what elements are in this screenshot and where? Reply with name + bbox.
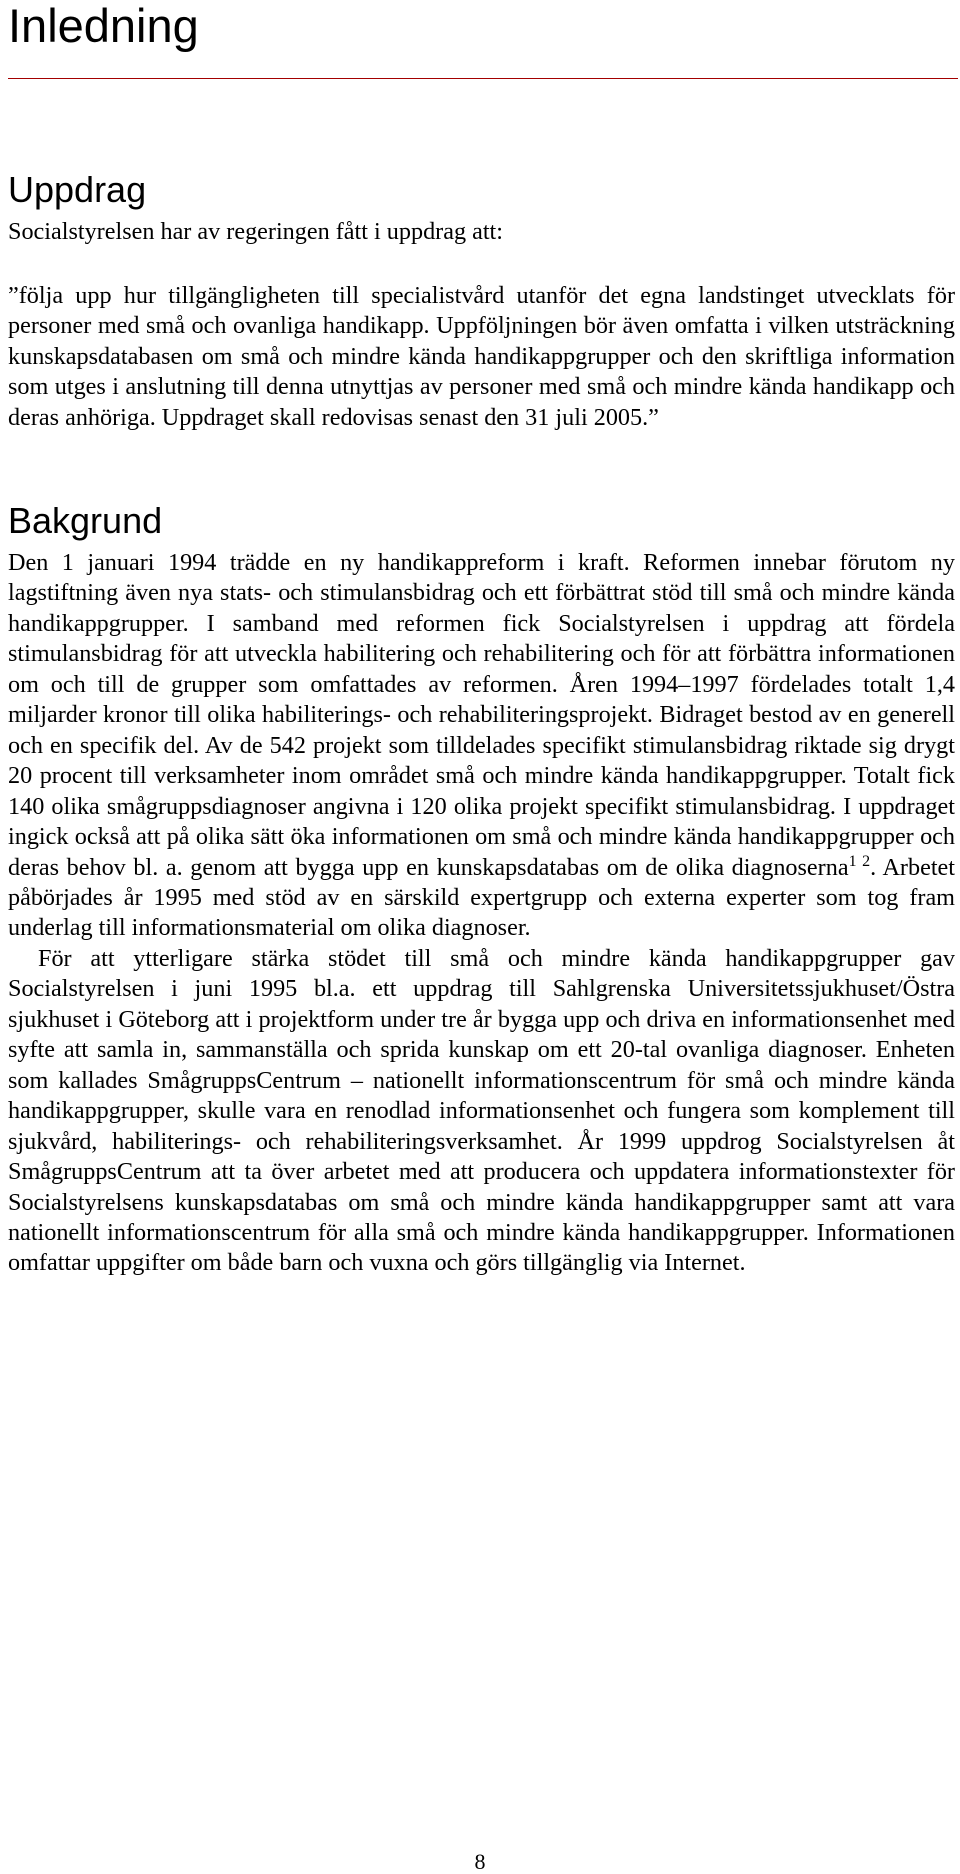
page-number: 8: [474, 1849, 486, 1874]
section-heading-uppdrag: Uppdrag: [8, 169, 147, 210]
uppdrag-intro-block: [8, 217, 955, 247]
uppdrag-quote: ”följa upp hur tillgängligheten till specialistvård utanför det egna landstinget utvecklats för personer med små och ovanliga handikapp. Uppföljningen bör även omfatta i vilken utsträckning kunskapsdatabasen om små och mindre kända handikappgrupper och den skriftliga information som utges i anslutning till denna utnyttjas av personer med små och mindre kända handikapp och deras anhöriga. Uppdraget skall redovisas senast den 31 juli 2005.”: [8, 282, 955, 431]
uppdrag-intro: Socialstyrelsen har av regeringen fått i uppdrag att:: [8, 218, 503, 245]
chapter-heading: Inledning: [8, 0, 199, 52]
bakgrund-paragraph-2: För att ytterligare stärka stödet till små och mindre kända handikappgrupper gav Socialstyrelsen i juni 1995 bl.a. ett uppdrag till Sahlgrenska Universitetssjukhuset/Östra sjukhuset i Göteborg att i projektform under tre år bygga upp och driva en informationsenhet med syfte att samla in, sammanställa och sprida kunskap om ett 20-tal ovanliga diagnoser. Enheten som kallades SmågruppsCentrum – nationellt informationscentrum för små och mindre kända handikappgrupper, skulle vara en renodlad informationsenhet och fungera som komplement till sjukvård, habiliterings- och rehabiliteringsverksamhet. År 1999 uppdrog Socialstyrelsen åt SmågruppsCentrum att ta över arbetet med att producera och uppdatera informationstexter för Socialstyrelsens kunskapsdatabas om små och mindre kända handikappgrupper samt att vara nationellt informationscentrum för alla små och mindre kända handikappgrupper. Informationen omfattar uppgifter om både barn och vuxna och görs tillgänglig via Internet.: [8, 944, 955, 1277]
bakgrund-paragraph-1-continued: . Arbetet påbörjades år 1995 med stöd av en särskild expertgrupp och externa experter som tog fram underlag till informationsmaterial om olika diagnoser.: [8, 853, 955, 942]
bakgrund-body: [8, 548, 955, 1279]
footnote-references: 1 2: [848, 852, 871, 870]
uppdrag-quote-block: [8, 281, 955, 433]
bakgrund-paragraph-1-text: Den 1 januari 1994 trädde en ny handikappreform i kraft. Reformen innebar förutom ny lagstiftning även nya stats- och stimulansbidrag och ett förbättrat stöd till små och mindre kända handikappgrupper. I samband med reformen fick Socialstyrelsen i uppdrag att fördela stimulansbidrag för att utveckla habilitering och rehabilitering och för att förbättra informationen om och till de grupper som omfattades av reformen. Åren 1994–1997 fördelades totalt 1,4 miljarder kronor till olika habiliterings- och rehabiliteringsprojekt. Bidraget bestod av en generell och en specifik del. Av de 542 projekt som tilldelades specifikt stimulansbidrag riktade sig drygt 20 procent till verksamheter inom området små och mindre kända handikappgrupper. Totalt fick 140 olika smågruppsdiagnoser angivna i 120 olika projekt specifikt stimulansbidrag. I uppdraget ingick också att på olika sätt öka informationen om små och mindre kända handikappgrupper och deras behov bl. a. genom att bygga upp en kunskapsdatabas om de olika diagnoserna: [8, 549, 955, 881]
bakgrund-paragraph-1: [8, 548, 955, 944]
heading-rule: [8, 78, 958, 79]
section-heading-bakgrund: Bakgrund: [8, 500, 163, 541]
